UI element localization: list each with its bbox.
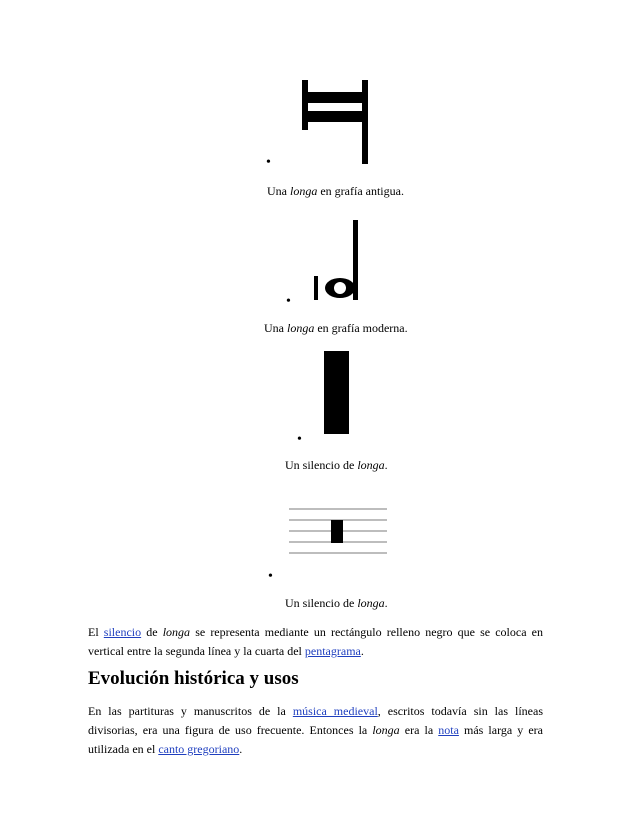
link-nota[interactable]: nota (438, 723, 459, 737)
figure-caption: Un silencio de longa. (285, 596, 388, 610)
figure-caption: Una longa en grafía moderna. (264, 321, 408, 335)
link-musica-medieval[interactable]: música medieval (292, 704, 378, 718)
longa-antigua-icon (298, 78, 378, 166)
paragraph-silencio: El silencio de longa se representa mediante un rectángulo relleno negro que se coloca en vertical entre la segunda línea y la cuarta del pentagrama. (88, 625, 543, 658)
list-bullet: • (286, 294, 291, 309)
list-bullet: • (268, 569, 273, 584)
link-pentagrama[interactable]: pentagrama (304, 644, 361, 658)
figure-caption: Un silencio de longa. (285, 458, 388, 472)
list-bullet: • (297, 432, 302, 447)
silencio-longa-icon (324, 351, 349, 434)
paragraph-evolucion: En las partituras y manuscritos de la música medieval, escritos todavía sin las líneas divisorias, era una figura de uso frecuente. Entonces la longa era la nota más larga y era utilizada en el canto gregoriano. (88, 704, 543, 756)
figure-caption: Una longa en grafía antigua. (267, 184, 404, 198)
link-silencio[interactable]: silencio (103, 625, 142, 639)
silencio-pentagrama-icon (289, 506, 387, 558)
link-canto-gregoriano[interactable]: canto gregoriano (158, 742, 240, 756)
section-heading: Evolución histórica y usos (88, 668, 299, 689)
list-bullet: • (266, 155, 271, 170)
longa-moderna-icon (312, 218, 364, 302)
